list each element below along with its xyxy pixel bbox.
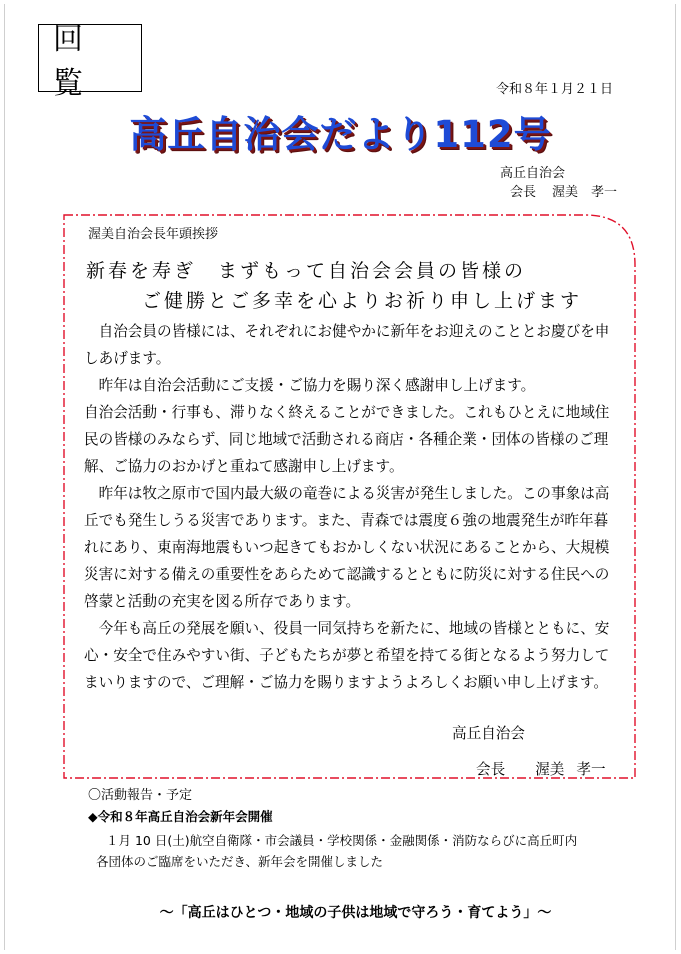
activity-heading: 〇活動報告・予定 [88,788,193,803]
signature-given: 孝一 [576,761,606,778]
issuer-org: 高丘自治会 [500,166,566,181]
event-description [96,830,636,872]
greeting-paragraph: 昨年は牧之原市で国内最大級の竜巻による災害が発生しました。この事象は高丘でも発生しうる災害であります。また、青森では震度６強の地震発生が昨年暮れにあり、東南海地震もいつ起きてもおかしくない状況にあることから、大規模災害に対する備えの重要性をあらためて認識するとともに防災に対する住民への啓蒙と活動の充実を図る所存であります。 [84,485,610,610]
issuer-role: 会長 [510,185,537,200]
greeting-paragraph: 自治会活動・行事も、滞りなく終えることができました。これもひとえに地域住民の皆様のみならず、同じ地域で活動される商店・各種企業・団体の皆様のご理解、ご協力のおかげと重ねて感謝申し上げます。 [84,404,610,475]
signature-role: 会長 [476,761,506,778]
signature-org: 高丘自治会 [452,725,525,742]
headline-line-1: 新春を寿ぎ まずもって自治会会員の皆様の [86,260,527,282]
event-desc-line-1: １月 10 日(土)航空自衛隊・市会議員・学校関係・金融関係・消防ならびに高丘町内 [106,833,578,848]
greeting-headline [86,256,582,316]
newsletter-title: 高丘自治会だより112号 [129,113,552,156]
greeting-body [84,318,614,696]
signature-name [476,758,606,779]
issuer-name: 渥美 孝一 [552,185,618,200]
headline-line-2: ご健勝とご多幸を心よりお祈り申し上げます [142,290,583,312]
event-title: ◆令和８年高丘自治会新年会開催 [88,809,273,824]
event-desc-line-2: 各団体のご臨席をいただき、新年会を開催しました [96,854,384,869]
greeting-paragraph: 昨年は自治会活動にご支援・ご協力を賜り深く感謝申し上げます。 [98,377,536,394]
circulation-stamp: 回覧 [38,24,142,92]
greeting-paragraph: 自治会員の皆様には、それぞれにお健やかに新年をお迎えのこととお慶びを申しあげます。 [84,323,610,367]
footer-slogan: ～「高丘はひとつ・地域の子供は地域で守ろう・育てよう」～ [159,905,552,921]
issue-date: 令和８年１月２１日 [495,82,613,97]
greeting-paragraph: 今年も高丘の発展を願い、役員一同気持ちを新たに、地域の皆様とともに、安心・安全で住みやすい街、子どもたちが夢と希望を持てる街となるよう努力してまいりますので、ご理解・ご協力を賜りますようよろしくお願い申し上げます。 [84,620,610,691]
greeting-label: 渥美自治会長年頭挨拶 [88,227,219,242]
signature-surname: 渥美 [535,761,565,778]
